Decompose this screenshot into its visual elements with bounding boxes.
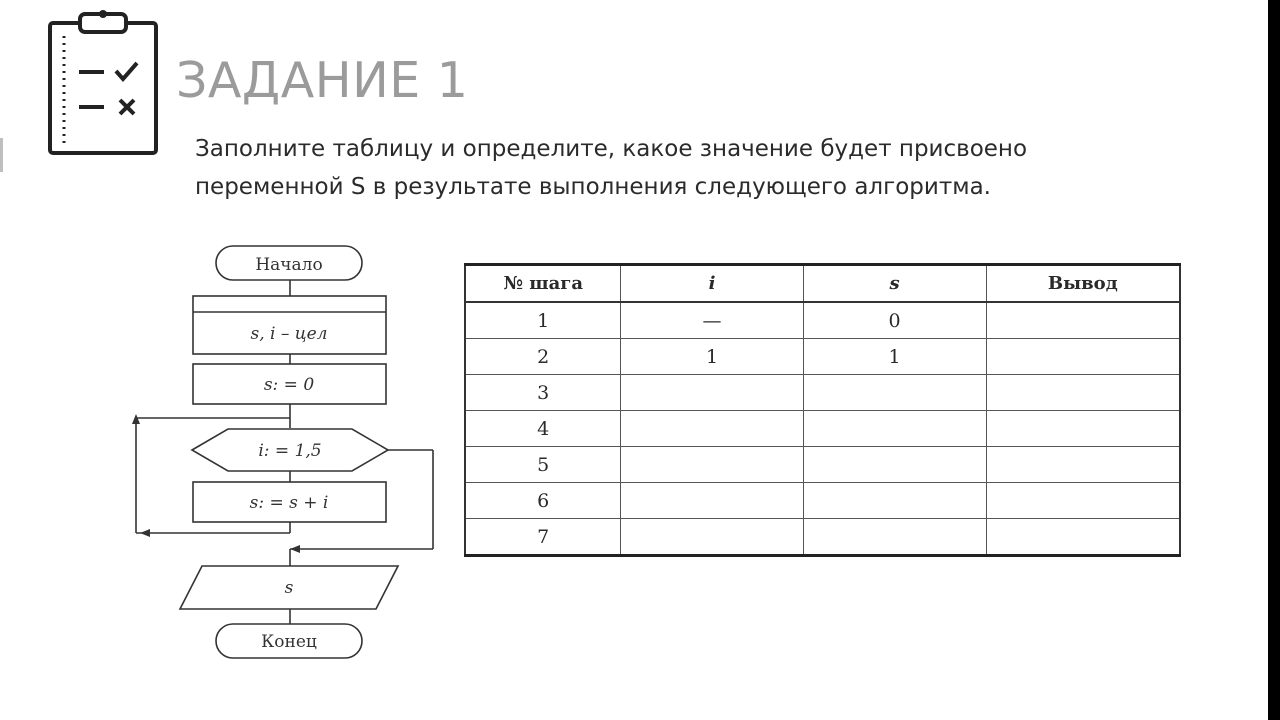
cell-i[interactable]	[621, 483, 803, 519]
cell-s[interactable]	[803, 411, 986, 447]
cell-i[interactable]: 1	[621, 339, 803, 375]
right-edge-bar	[1268, 0, 1280, 720]
task-statement	[195, 130, 1195, 206]
flow-start-label: Начало	[255, 255, 323, 275]
cell-output[interactable]	[986, 339, 1180, 375]
cell-s[interactable]	[803, 447, 986, 483]
task-line-2: переменной S в результате выполнения следующего алгоритма.	[195, 174, 991, 200]
header-i: i	[621, 265, 803, 303]
cell-step: 6	[465, 483, 621, 519]
flow-body-label: s: = s + i	[249, 493, 329, 513]
cell-s[interactable]	[803, 519, 986, 556]
cell-i[interactable]: —	[621, 302, 803, 339]
flow-loop-label: i: = 1,5	[258, 441, 322, 461]
cell-step: 5	[465, 447, 621, 483]
cell-output[interactable]	[986, 411, 1180, 447]
cell-output[interactable]	[986, 519, 1180, 556]
cell-output[interactable]	[986, 447, 1180, 483]
cell-step: 1	[465, 302, 621, 339]
table-row	[465, 375, 1180, 411]
task-line-1: Заполните таблицу и определите, какое значение будет присвоено	[195, 136, 1028, 162]
header-output: Вывод	[986, 265, 1180, 303]
left-edge-mark	[0, 138, 3, 172]
cell-output[interactable]	[986, 483, 1180, 519]
table-header-row	[465, 265, 1180, 303]
trace-table	[464, 263, 1181, 557]
page-title: ЗАДАНИЕ 1	[176, 52, 469, 109]
flow-init-label: s: = 0	[263, 375, 315, 395]
cell-s[interactable]: 0	[803, 302, 986, 339]
flowchart	[128, 238, 448, 668]
cell-output[interactable]	[986, 375, 1180, 411]
cell-step: 4	[465, 411, 621, 447]
cell-output[interactable]	[986, 302, 1180, 339]
flow-output-label: s	[284, 578, 294, 598]
table-row	[465, 483, 1180, 519]
table-row	[465, 447, 1180, 483]
cell-i[interactable]	[621, 375, 803, 411]
table-row	[465, 339, 1180, 375]
cell-i[interactable]	[621, 447, 803, 483]
table-row	[465, 302, 1180, 339]
header-step: № шага	[465, 265, 621, 303]
table-row	[465, 411, 1180, 447]
cell-step: 3	[465, 375, 621, 411]
header-s: s	[803, 265, 986, 303]
checklist-clipboard-icon	[44, 8, 164, 160]
cell-s[interactable]: 1	[803, 339, 986, 375]
cell-s[interactable]	[803, 375, 986, 411]
table-row	[465, 519, 1180, 556]
cell-step: 2	[465, 339, 621, 375]
cell-step: 7	[465, 519, 621, 556]
flow-declare-label: s, i – цел	[250, 324, 328, 344]
cell-s[interactable]	[803, 483, 986, 519]
cell-i[interactable]	[621, 519, 803, 556]
cell-i[interactable]	[621, 411, 803, 447]
flow-end-label: Конец	[261, 632, 317, 652]
